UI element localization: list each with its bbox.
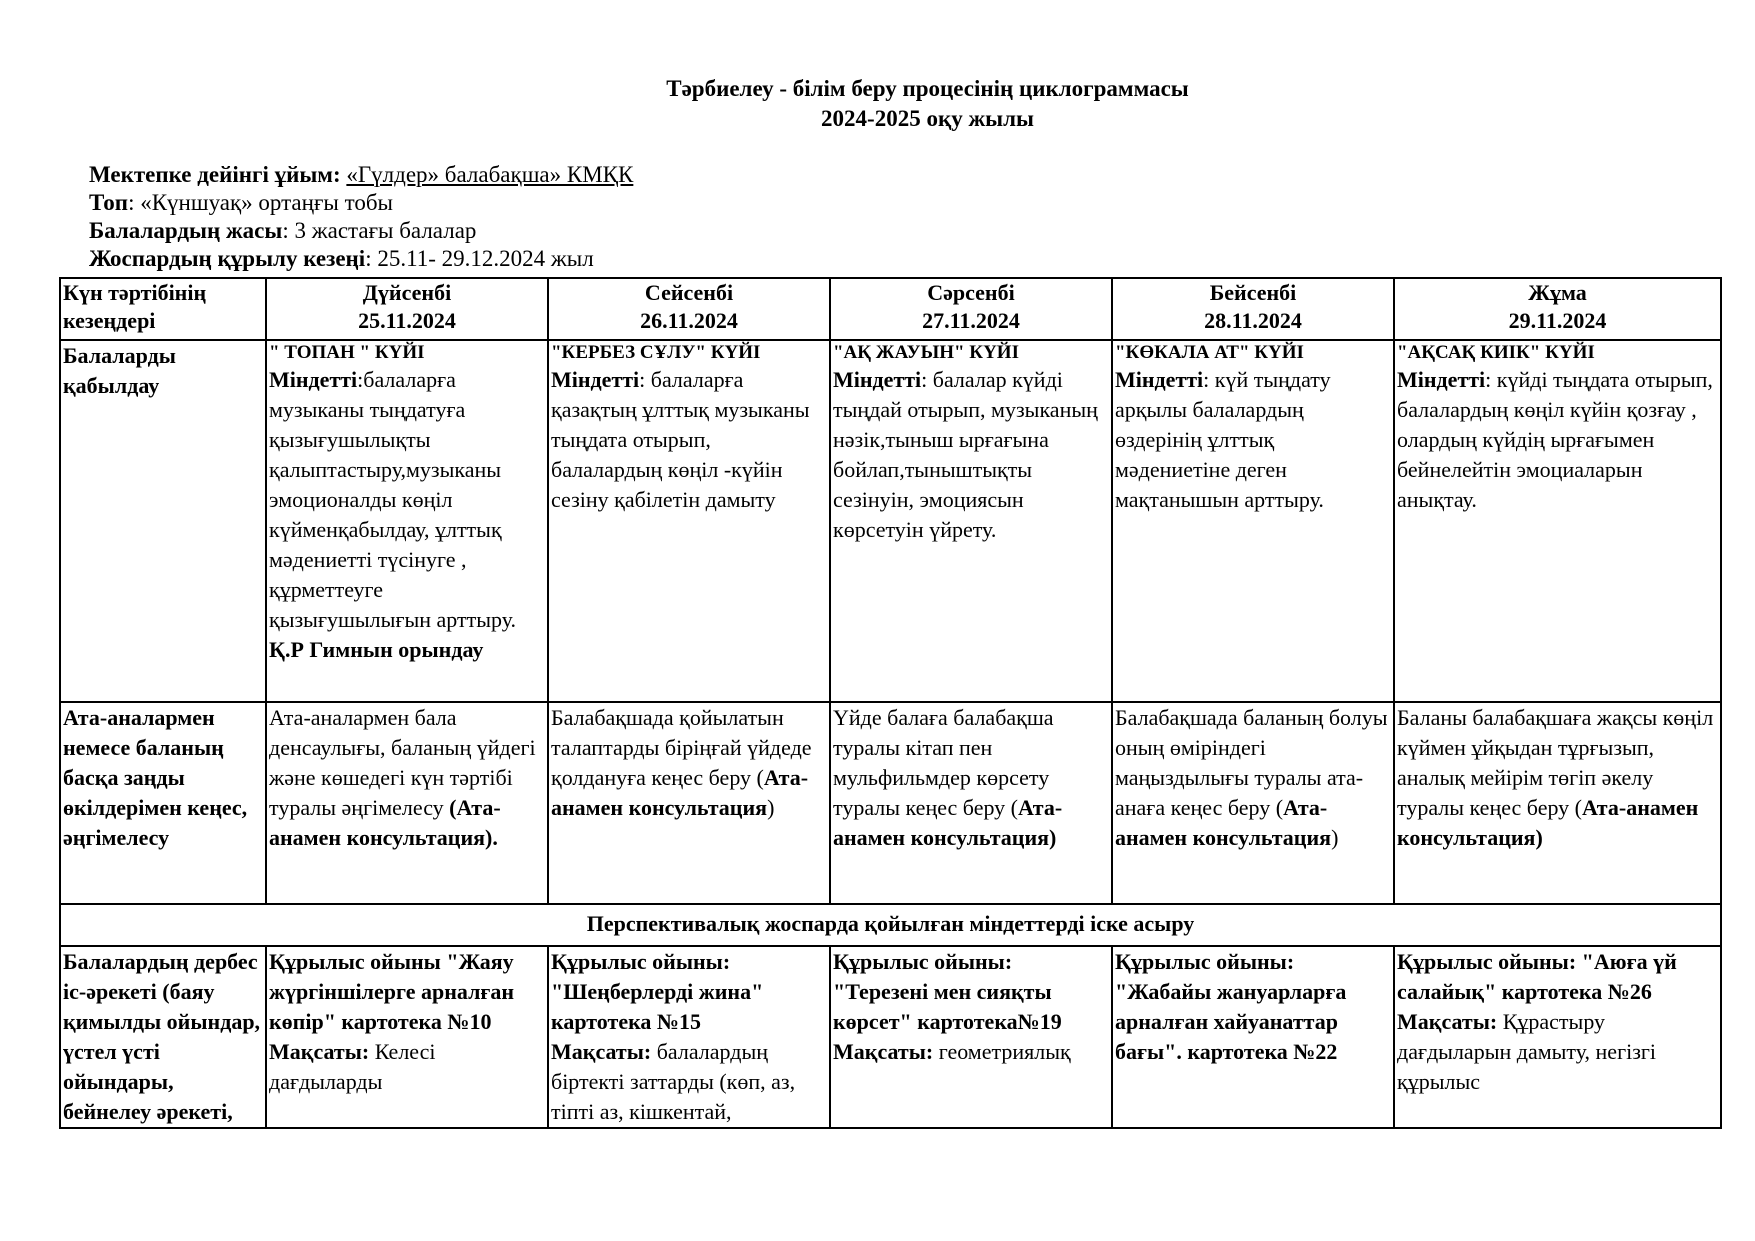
activity-label-text: Балалардың дербес іс-әрекеті (баяу қимылды ойындар, үстел үсті ойындары, бейнелеу әрекеті, [63,949,261,1124]
advice-text: Баланы балабақшаға жақсы көңіл күймен ұйқыдан тұрғызып, аналық мейірім төгіп әкелу туралы кеңес беру ( [1397,705,1714,820]
parents-cell [1394,702,1721,904]
reception-row [60,340,1721,702]
reception-cell [548,340,830,702]
game-title: Құрылыс ойыны: "Терезені мен сияқты көрсет" картотека№19 [833,949,1062,1034]
goal-text: геометриялық [933,1039,1071,1064]
day-date: 29.11.2024 [1508,308,1607,333]
day-date: 27.11.2024 [922,308,1020,333]
task-text: : күйді тыңдата отырып, балалардың көңіл күйін қозғау , олардың күйдің ырғағымен бейнелейтін эмоциаларын анықтау. [1397,367,1713,512]
group-line [89,189,633,217]
period-line [89,245,633,273]
consultation-label: Ата-анамен консультация) [833,795,1063,850]
task-label: Міндетті [1397,367,1486,392]
day-name: Сәрсенбі [927,280,1015,305]
advice-text: Ата-аналармен бала денсаулығы, баланың үйдегі және көшедегі күн тәртібі туралы әңгімелесу [269,705,536,820]
day-name: Дүйсенбі [362,280,452,305]
parents-cell [830,702,1112,904]
period-label: Жоспардың құрылу кезеңі [89,246,366,271]
activity-cell [1394,946,1721,1128]
header-day-3 [830,278,1112,340]
advice-text: Үйде балаға балабақша туралы кітап пен мульфильмдер көрсету туралы кеңес беру ( [833,705,1054,820]
goal-text: Келесі дағдыларды [269,1039,436,1094]
parents-cell [266,702,548,904]
advice-text: Балабақшада баланың болуы оның өміріндегі маңыздылығы туралы ата-анаға кеңес беру ( [1115,705,1388,820]
group-value: : «Күншуақ» ортаңғы тобы [128,190,393,215]
advice-tail: ) [767,795,775,820]
header-row [60,278,1721,340]
period-value: : 25.11- 29.12.2024 жыл [365,246,594,271]
parents-cell [1112,702,1394,904]
cyclogram-table [59,277,1722,1129]
header-stages: Күн тәртібінің кезеңдері [60,278,266,340]
title-line-2: 2024-2025 оқу жылы [821,106,1034,131]
consultation-label: Ата-анамен консультация) [1397,795,1699,850]
day-name: Бейсенбі [1209,280,1297,305]
header-day-2 [548,278,830,340]
age-label: Балалардың жасы [89,218,283,243]
header-day-4 [1112,278,1394,340]
reception-cell [1112,340,1394,702]
reception-cell [830,340,1112,702]
activity-label [60,946,266,1128]
advice-text: Балабақшада қойылатын талаптарды біріңғай үйдеде қолдануға кеңес беру ( [551,705,812,790]
activity-cell [830,946,1112,1128]
header-day-1 [266,278,548,340]
day-name: Сейсенбі [644,280,734,305]
reception-label: Балаларды қабылдау [60,340,266,702]
perspective-heading: Перспективалық жоспарда қойылған міндеттерді іске асыру [60,904,1721,946]
kui-title: "КӨКАЛА АТ" КҮЙІ [1115,342,1304,363]
parents-label: Ата-аналармен немесе баланың басқа заңды өкілдерімен кеңес, әңгімелесу [60,702,266,904]
perspective-row [60,904,1721,946]
goal-label: Мақсаты: [551,1039,652,1064]
task-text: : балаларға қазақтың ұлттық музыканы тыңдата отырып, балалардың көңіл -күйін сезіну қабілетін дамыту [551,367,810,512]
goal-text: Құрастыру дағдыларын дамыту, негізгі құрылыс [1397,1009,1657,1094]
activity-cell [548,946,830,1128]
game-title: Құрылыс ойыны: "Аюға үй салайық" картотека №26 [1397,949,1677,1004]
kui-title: " ТОПАН " КҮЙІ [269,342,425,363]
parents-cell [548,702,830,904]
day-date: 28.11.2024 [1204,308,1302,333]
game-title: Құрылыс ойыны: "Шеңберлерді жина" картотека №15 [551,949,764,1034]
parents-row [60,702,1721,904]
consultation-label: Ата-анамен консультация [1115,795,1332,850]
day-name: Жұма [1528,280,1587,305]
day-date: 25.11.2024 [358,308,456,333]
reception-cell [266,340,548,702]
header-day-5 [1394,278,1721,340]
goal-label: Мақсаты: [269,1039,370,1064]
age-line [89,217,633,245]
task-text: :балаларға музыканы тыңдатуға қызығушылықты қалыптастыру,музыканы эмоционалды көңіл күйменқабылдау, ұлттық мәдениетті түсінуге , құрметтеуге қызығушылығын арттыру. [269,367,517,632]
goal-text: балалардың біртекті заттарды (көп, аз, тіпті аз, кішкентай, [551,1039,796,1124]
game-title: Құрылыс ойыны: "Жабайы жануарларға арналған хайуанаттар бағы". картотека №22 [1115,949,1347,1064]
task-label: Міндетті [269,367,358,392]
kui-title: "АҚ ЖАУЫН" КҮЙІ [833,342,1019,363]
goal-label: Мақсаты: [833,1039,934,1064]
advice-tail: ) [1331,825,1339,850]
task-label: Міндетті [1115,367,1204,392]
goal-label: Мақсаты: [1397,1009,1498,1034]
title-line-1: Тәрбиелеу - білім беру процесінің циклограммасы [666,76,1189,101]
age-value: : 3 жастағы балалар [282,218,477,243]
task-text: : балалар күйді тыңдай отырып, музыканың нәзік,тыныш ырғағына бойлап,тыныштықты сезінуін, эмоциясын көрсетуін үйрету. [833,367,1098,542]
document-title [0,74,1755,134]
group-label: Топ [89,190,129,215]
kui-title: "КЕРБЕЗ СҰЛУ" КҮЙІ [551,342,761,363]
day-date: 26.11.2024 [640,308,738,333]
info-block [89,161,633,273]
activity-cell [1112,946,1394,1128]
task-label: Міндетті [833,367,922,392]
reception-cell [1394,340,1721,702]
game-title: Құрылыс ойыны "Жаяу жүргіншілерге арналған көпір" картотека №10 [269,949,515,1034]
org-line [89,161,633,189]
task-label: Міндетті [551,367,640,392]
activity-cell [266,946,548,1128]
consultation-label: Ата-анамен консультация [551,765,809,820]
task-text: : күй тыңдату арқылы балалардың өздерінің ұлттық мәдениетіне деген мақтанышын арттыру. [1115,367,1331,512]
consultation-label: (Ата-анамен консультация). [269,795,501,850]
activity-row [60,946,1721,1128]
org-value: «Гүлдер» балабақша» КМҚК [346,162,634,187]
anthem-text: Қ.Р Гимнын орындау [269,637,484,662]
org-label: Мектепке дейінгі ұйым: [89,162,341,187]
kui-title: "АҚСАҚ КИІК" КҮЙІ [1397,342,1595,363]
